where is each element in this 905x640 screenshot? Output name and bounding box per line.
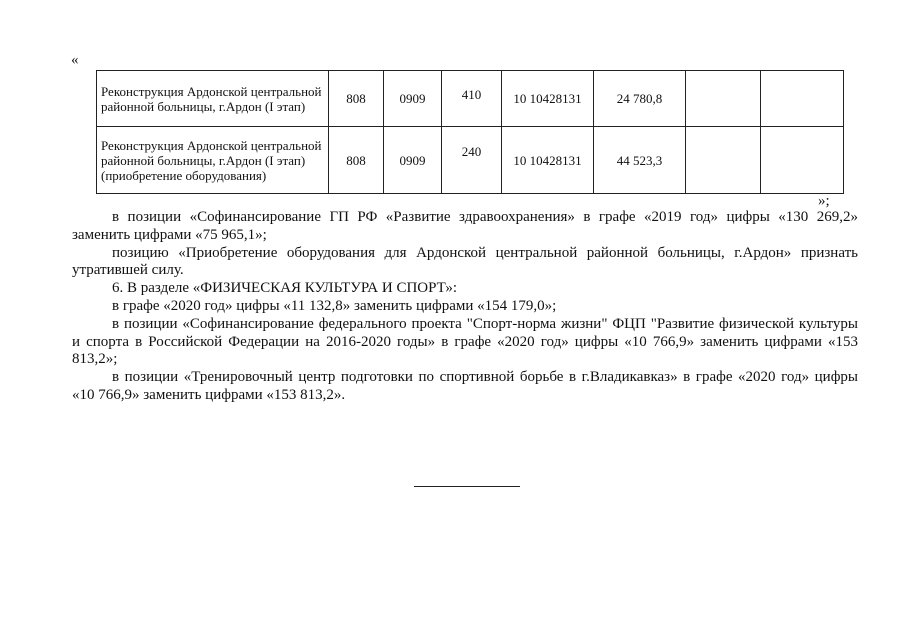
target-article-cell: 10 10428131 — [502, 127, 594, 194]
table-row — [97, 71, 844, 127]
target-article-cell: 10 10428131 — [502, 71, 594, 127]
row-name-cell: Реконструкция Ардонской центральной районной больницы, г.Ардон (I этап) — [97, 71, 329, 127]
closing-quote-mark: »; — [818, 193, 830, 209]
empty-year-cell — [686, 71, 761, 127]
paragraph: в позиции «Софинансирование федерального проекта "Спорт-норма жизни" ФЦП "Развитие физической культуры и спорта в Российской Федерации на 2016-2020 годы» в графе «2020 год» цифры «10 766,9» заменить цифрами «153 813,2»; — [72, 315, 858, 368]
paragraph: в позиции «Софинансирование ГП РФ «Развитие здравоохранения» в графе «2019 год» цифры «130 269,2» заменить цифрами «75 965,1»; — [72, 209, 858, 243]
end-divider-line — [414, 486, 520, 487]
amendment-text — [72, 209, 858, 405]
opening-quote-mark: « — [71, 52, 79, 68]
paragraph: в позиции «Тренировочный центр подготовки по спортивной борьбе в г.Владикавказ» в графе «2020 год» цифры «10 766,9» заменить цифрами «153 813,2». — [72, 369, 858, 403]
amount-cell: 24 780,8 — [594, 71, 686, 127]
ministry-code-cell: 808 — [329, 71, 384, 127]
paragraph: в графе «2020 год» цифры «11 132,8» заменить цифрами «154 179,0»; — [112, 297, 557, 314]
paragraph: позицию «Приобретение оборудования для Ардонской центральной районной больницы, г.Ардон» признать утратившей силу. — [72, 244, 858, 279]
empty-year-cell — [761, 127, 844, 194]
section-code-cell: 0909 — [384, 127, 442, 194]
expense-type-cell: 410 — [442, 71, 502, 127]
ministry-code-cell: 808 — [329, 127, 384, 194]
section-code-cell: 0909 — [384, 71, 442, 127]
table-row — [97, 127, 844, 194]
section-heading: 6. В разделе «ФИЗИЧЕСКАЯ КУЛЬТУРА И СПОРТ»: — [112, 280, 458, 297]
expense-type-cell: 240 — [442, 127, 502, 194]
budget-table — [96, 70, 844, 194]
amount-cell: 44 523,3 — [594, 127, 686, 194]
empty-year-cell — [686, 127, 761, 194]
row-name-cell: Реконструкция Ардонской центральной районной больницы, г.Ардон (I этап) (приобретение оборудования) — [97, 127, 329, 194]
empty-year-cell — [761, 71, 844, 127]
